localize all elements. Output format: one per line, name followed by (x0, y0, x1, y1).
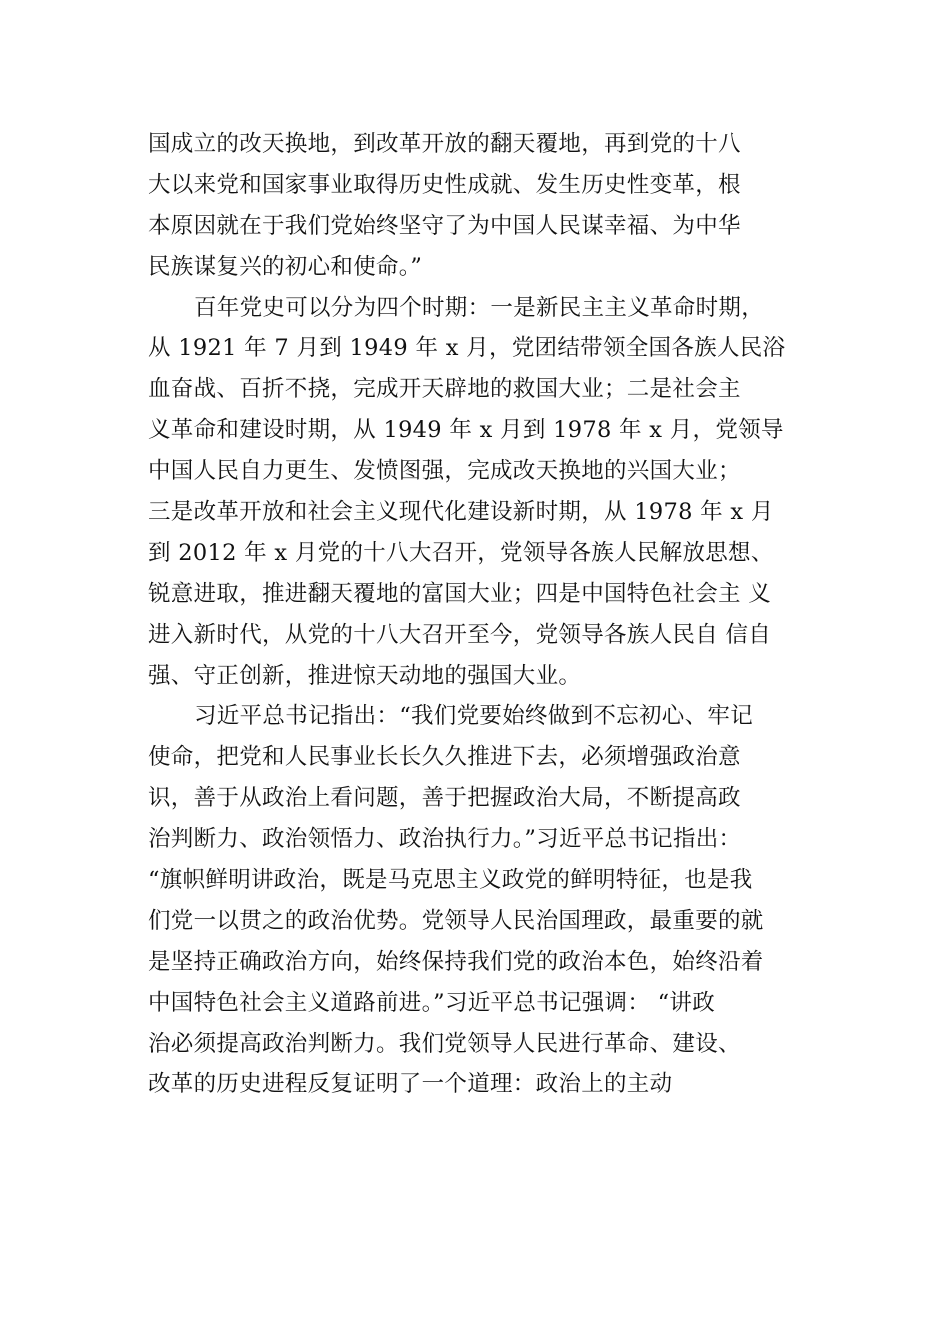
text-line: 习近平总书记指出：“我们党要始终做到不忘初心、牢记 (194, 703, 754, 730)
text-line: 改革的历史进程反复证明了一个道理：政治上的主动 (148, 1071, 673, 1098)
paragraph (148, 124, 848, 288)
text-line: “旗帜鲜明讲政治，既是马克思主义政党的鲜明特征，也是我 (148, 867, 753, 894)
text-line: 中国人民自力更生、发愤图强，完成改天换地的兴国大业； (148, 458, 741, 485)
text-line: 国成立的改天换地，到改革开放的翻天覆地，再到党的十八 (148, 131, 741, 157)
paragraph (148, 288, 848, 697)
text-line: 三是改革开放和社会主义现代化建设新时期，从 1978 年 x 月 (148, 499, 774, 526)
text-line: 进入新时代，从党的十八大召开至今，党领导各族人民自 信自 (148, 621, 772, 648)
text-line: 中国特色社会主义道路前进。”习近平总书记强调： “讲政 (148, 989, 716, 1016)
text-line: 大以来党和国家事业取得历史性成就、发生历史性变革，根 (148, 171, 741, 198)
text-line: 识，善于从政治上看问题，善于把握政治大局，不断提高政 (148, 785, 741, 812)
text-line: 治必须提高政治判断力。我们党领导人民进行革命、建设、 (148, 1030, 741, 1057)
text-line: 使命，把党和人民事业长长久久推进下去，必须增强政治意 (148, 744, 741, 771)
text-line: 义革命和建设时期，从 1949 年 x 月到 1978 年 x 月，党领导 (148, 417, 784, 444)
text-line: 们党一以贯之的政治优势。党领导人民治国理政，最重要的就 (148, 907, 764, 934)
text-line: 民族谋复兴的初心和使命。” (148, 253, 423, 280)
text-line: 锐意进取，推进翻天覆地的富国大业；四是中国特色社会主 义 (148, 580, 772, 607)
text-line: 强、守正创新，推进惊天动地的强国大业。 (148, 662, 582, 689)
document-body (148, 124, 848, 1105)
paragraph (148, 696, 848, 1105)
text-line: 从 1921 年 7 月到 1949 年 x 月，党团结带领全国各族人民浴 (148, 335, 786, 362)
text-line: 治判断力、政治领悟力、政治执行力。”习近平总书记指出： (148, 826, 742, 853)
text-line: 百年党史可以分为四个时期：一是新民主主义革命时期， (194, 294, 765, 321)
text-line: 到 2012 年 x 月党的十八大召开，党领导各族人民解放思想、 (148, 539, 774, 566)
text-line: 是坚持正确政治方向，始终保持我们党的政治本色，始终沿着 (148, 948, 764, 975)
text-line: 本原因就在于我们党始终坚守了为中国人民谋幸福、为中华 (148, 212, 741, 239)
text-line: 血奋战、百折不挠，完成开天辟地的救国大业；二是社会主 (148, 376, 741, 403)
